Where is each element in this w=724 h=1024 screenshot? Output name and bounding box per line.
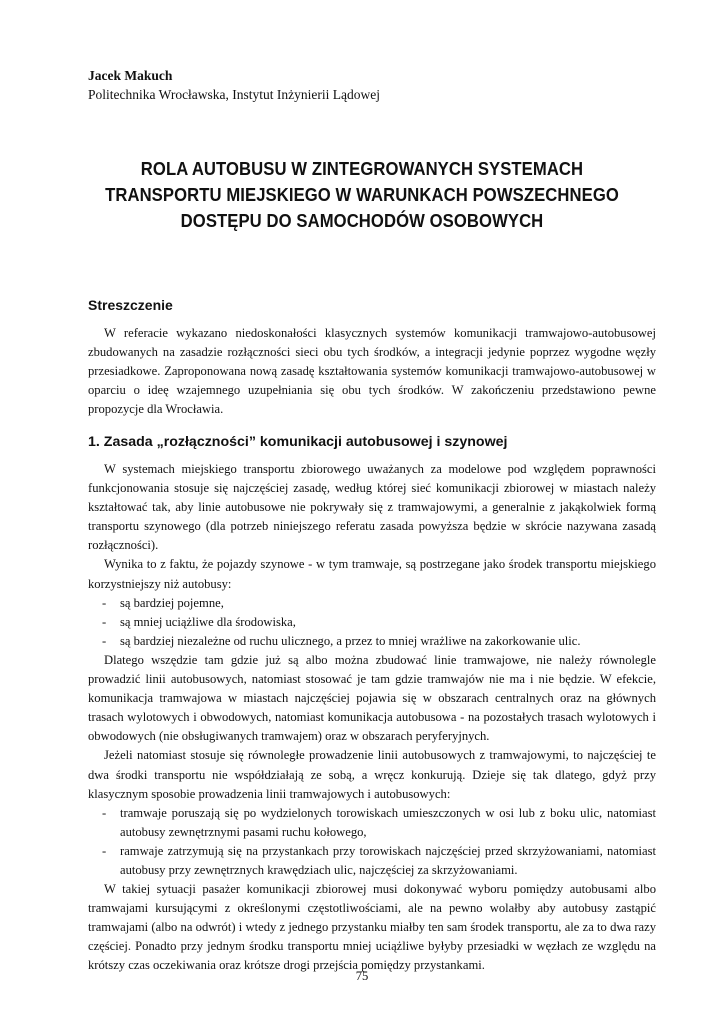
title-line-2: TRANSPORTU MIEJSKIEGO W WARUNKACH POWSZECHNEGO <box>105 184 619 205</box>
advantages-list <box>88 594 656 651</box>
author-name: Jacek Makuch <box>88 68 173 83</box>
list-item: - są bardziej niezależne od ruchu ulicznego, a przez to mniej wrażliwe na zakorkowanie ulic. <box>88 632 656 651</box>
section-1-heading: 1. Zasada „rozłączności” komunikacji autobusowej i szynowej <box>88 434 508 450</box>
paper-title <box>90 156 634 234</box>
classic-layout-list <box>88 804 656 880</box>
author-affiliation: Politechnika Wrocławska, Instytut Inżynierii Lądowej <box>88 87 381 102</box>
list-item: - są bardziej pojemne, <box>88 594 656 613</box>
paragraph-2: Wynika to z faktu, że pojazdy szynowe - w tym tramwaje, są postrzegane jako środek transportu miejskiego korzystniejszy niż autobusy: <box>88 557 656 591</box>
section-1-body <box>88 460 656 976</box>
paragraph-1: W systemach miejskiego transportu zbiorowego uważanych za modelowe pod względem poprawności funkcjonowania stosuje się najczęściej zasadę, według której sieć komunikacji zbiorowej w miastach należy kształtować tak, aby linie autobusowe nie pokrywały się z tramwajowymi, a generalnie z jakąkolwiek formą transportu szynowego (dla potrzeb niniejszego referatu zasada powyższa będzie w skrócie nazywana zasadą rozłączności). <box>88 462 656 553</box>
title-line-3: DOSTĘPU DO SAMOCHODÓW OSOBOWYCH <box>180 210 544 231</box>
title-line-1: ROLA AUTOBUSU W ZINTEGROWANYCH SYSTEMACH <box>140 158 584 179</box>
paragraph-4: Jeżeli natomiast stosuje się równoległe prowadzenie linii autobusowych z tramwajowymi, to najczęściej te dwa środki transportu nie współdziałają ze sobą, a wręcz konkurują. Dzieje się tak dlatego, gdyż przy klasycznym sposobie prowadzenia linii tramwajowych i autobusowych: <box>88 748 656 801</box>
author-block <box>88 66 380 104</box>
abstract-paragraph: W referacie wykazano niedoskonałości klasycznych systemów komunikacji tramwajowo-autobusowej zbudowanych na zasadzie rozłączności sieci obu tych środków, a integracji jedynie poprzez wygodne węzły przesiadkowe. Zaproponowana nową zasadę kształtowania systemów komunikacji tramwajowo-autobusowej w oparciu o ideę wzajemnego uzupełniania się obu tych środków. W zakończeniu przedstawiono pewne propozycje dla Wrocławia. <box>88 326 656 417</box>
list-item: - tramwaje poruszają się po wydzielonych torowiskach umieszczonych w osi lub z boku ulic, natomiast autobusy zewnętrznymi pasami ruchu kołowego, <box>88 804 656 842</box>
abstract-heading: Streszczenie <box>88 297 173 313</box>
paragraph-5: W takiej sytuacji pasażer komunikacji zbiorowej musi dokonywać wyboru pomiędzy autobusami albo tramwajami kursującymi z określonymi częstotliwościami, ale na pewno wolałby aby autobusy zastąpić tramwajami (albo na odwrót) i wtedy z jednego przystanku miałby ten sam środek transportu, ale za to dwa razy częściej. Ponadto przy jednym środku transportu mniej uciążliwe byłyby przesiadki w węzłach ze względu na krótszy czas oczekiwania oraz krótsze drogi przejścia pomiędzy przystankami. <box>88 882 656 973</box>
list-item: - ramwaje zatrzymują się na przystankach przy torowiskach najczęściej przed skrzyżowaniami, natomiast autobusy przy zewnętrznych krawędziach ulic, najczęściej za skrzyżowaniami. <box>88 842 656 880</box>
abstract-body <box>88 324 656 419</box>
list-item: - są mniej uciążliwe dla środowiska, <box>88 613 656 632</box>
paragraph-3: Dlatego wszędzie tam gdzie już są albo można zbudować linie tramwajowe, nie należy równolegle prowadzić linii autobusowych, natomiast stosować je tam gdzie tramwajów nie ma i nie będzie. W efekcie, komunikacja tramwajowa w miastach najczęściej pojawia się w obszarach centralnych oraz na głównych trasach wylotowych i obwodowych, natomiast komunikacja autobusowa - na pozostałych trasach wylotowych i obwodowych (nie obsługiwanych tramwajem) oraz w obszarach peryferyjnych. <box>88 652 656 744</box>
page-number: 75 <box>355 969 369 983</box>
